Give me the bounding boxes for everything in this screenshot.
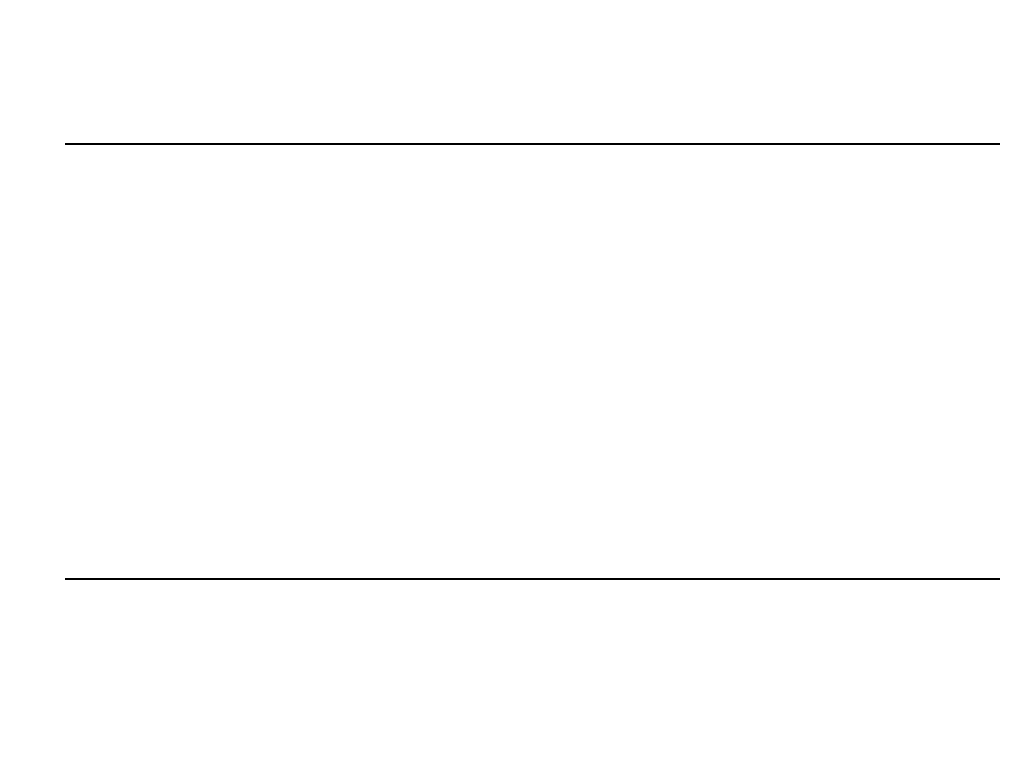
table-cell — [570, 431, 640, 489]
row-label-men — [65, 399, 270, 431]
table-cell — [270, 399, 380, 431]
table-cell — [820, 489, 925, 521]
table-cell — [640, 489, 750, 521]
table-cell — [380, 286, 455, 399]
row-label-women — [65, 489, 270, 521]
table-cell — [820, 286, 925, 399]
table-cell — [455, 399, 570, 431]
table-cell — [750, 521, 820, 577]
table-cell — [820, 230, 925, 286]
table-row — [65, 489, 1000, 521]
table-cell — [270, 431, 380, 489]
table-cell — [750, 286, 820, 399]
table-cell — [750, 230, 820, 286]
table-row — [65, 230, 1000, 286]
table-row — [65, 399, 1000, 431]
header-2009-no-migrants — [820, 146, 925, 230]
table-cell — [640, 399, 750, 431]
table-cell — [820, 521, 925, 577]
table-row — [65, 521, 1000, 577]
header-sd-2 — [570, 146, 640, 230]
table-row — [65, 286, 1000, 399]
table-cell — [270, 286, 380, 399]
table-cell — [570, 521, 640, 577]
table-header-row — [65, 146, 1000, 230]
table-cell — [455, 286, 570, 399]
table-cell — [270, 230, 380, 286]
header-sd-4 — [925, 146, 1000, 230]
table-cell — [640, 431, 750, 489]
header-2007-no-migrants — [455, 146, 570, 230]
table-cell — [640, 286, 750, 399]
header-sd-3 — [750, 146, 820, 230]
households-table — [65, 146, 1000, 577]
table-cell — [750, 489, 820, 521]
table-cell — [570, 489, 640, 521]
table-bottom-rule — [65, 578, 1000, 580]
header-2009-migrants — [640, 146, 750, 230]
table-cell — [570, 230, 640, 286]
table-cell — [925, 286, 1000, 399]
table-cell — [925, 230, 1000, 286]
table-cell — [750, 431, 820, 489]
table-cell — [570, 286, 640, 399]
table-cell — [270, 489, 380, 521]
header-sd-1 — [380, 146, 455, 230]
header-empty-cell — [65, 146, 270, 230]
table-cell — [640, 230, 750, 286]
table-top-rule — [65, 143, 1000, 145]
row-label-members — [65, 286, 270, 399]
table-cell — [380, 489, 455, 521]
table-cell — [270, 521, 380, 577]
row-label-children — [65, 521, 270, 577]
row-label-pensioners — [65, 431, 270, 489]
table-cell — [455, 230, 570, 286]
table-cell — [380, 399, 455, 431]
table-row — [65, 431, 1000, 489]
header-2007-migrants — [270, 146, 380, 230]
table-cell — [455, 521, 570, 577]
table-cell — [640, 521, 750, 577]
table-cell — [380, 230, 455, 286]
table-cell — [925, 489, 1000, 521]
table-cell — [750, 399, 820, 431]
table-cell — [570, 399, 640, 431]
table-cell — [925, 399, 1000, 431]
table-cell — [820, 431, 925, 489]
table-cell — [925, 431, 1000, 489]
table-cell — [455, 431, 570, 489]
table-cell — [380, 521, 455, 577]
table-cell — [925, 521, 1000, 577]
table-cell — [455, 489, 570, 521]
table-cell — [820, 399, 925, 431]
table-cell — [380, 431, 455, 489]
row-label-migrants — [65, 230, 270, 286]
